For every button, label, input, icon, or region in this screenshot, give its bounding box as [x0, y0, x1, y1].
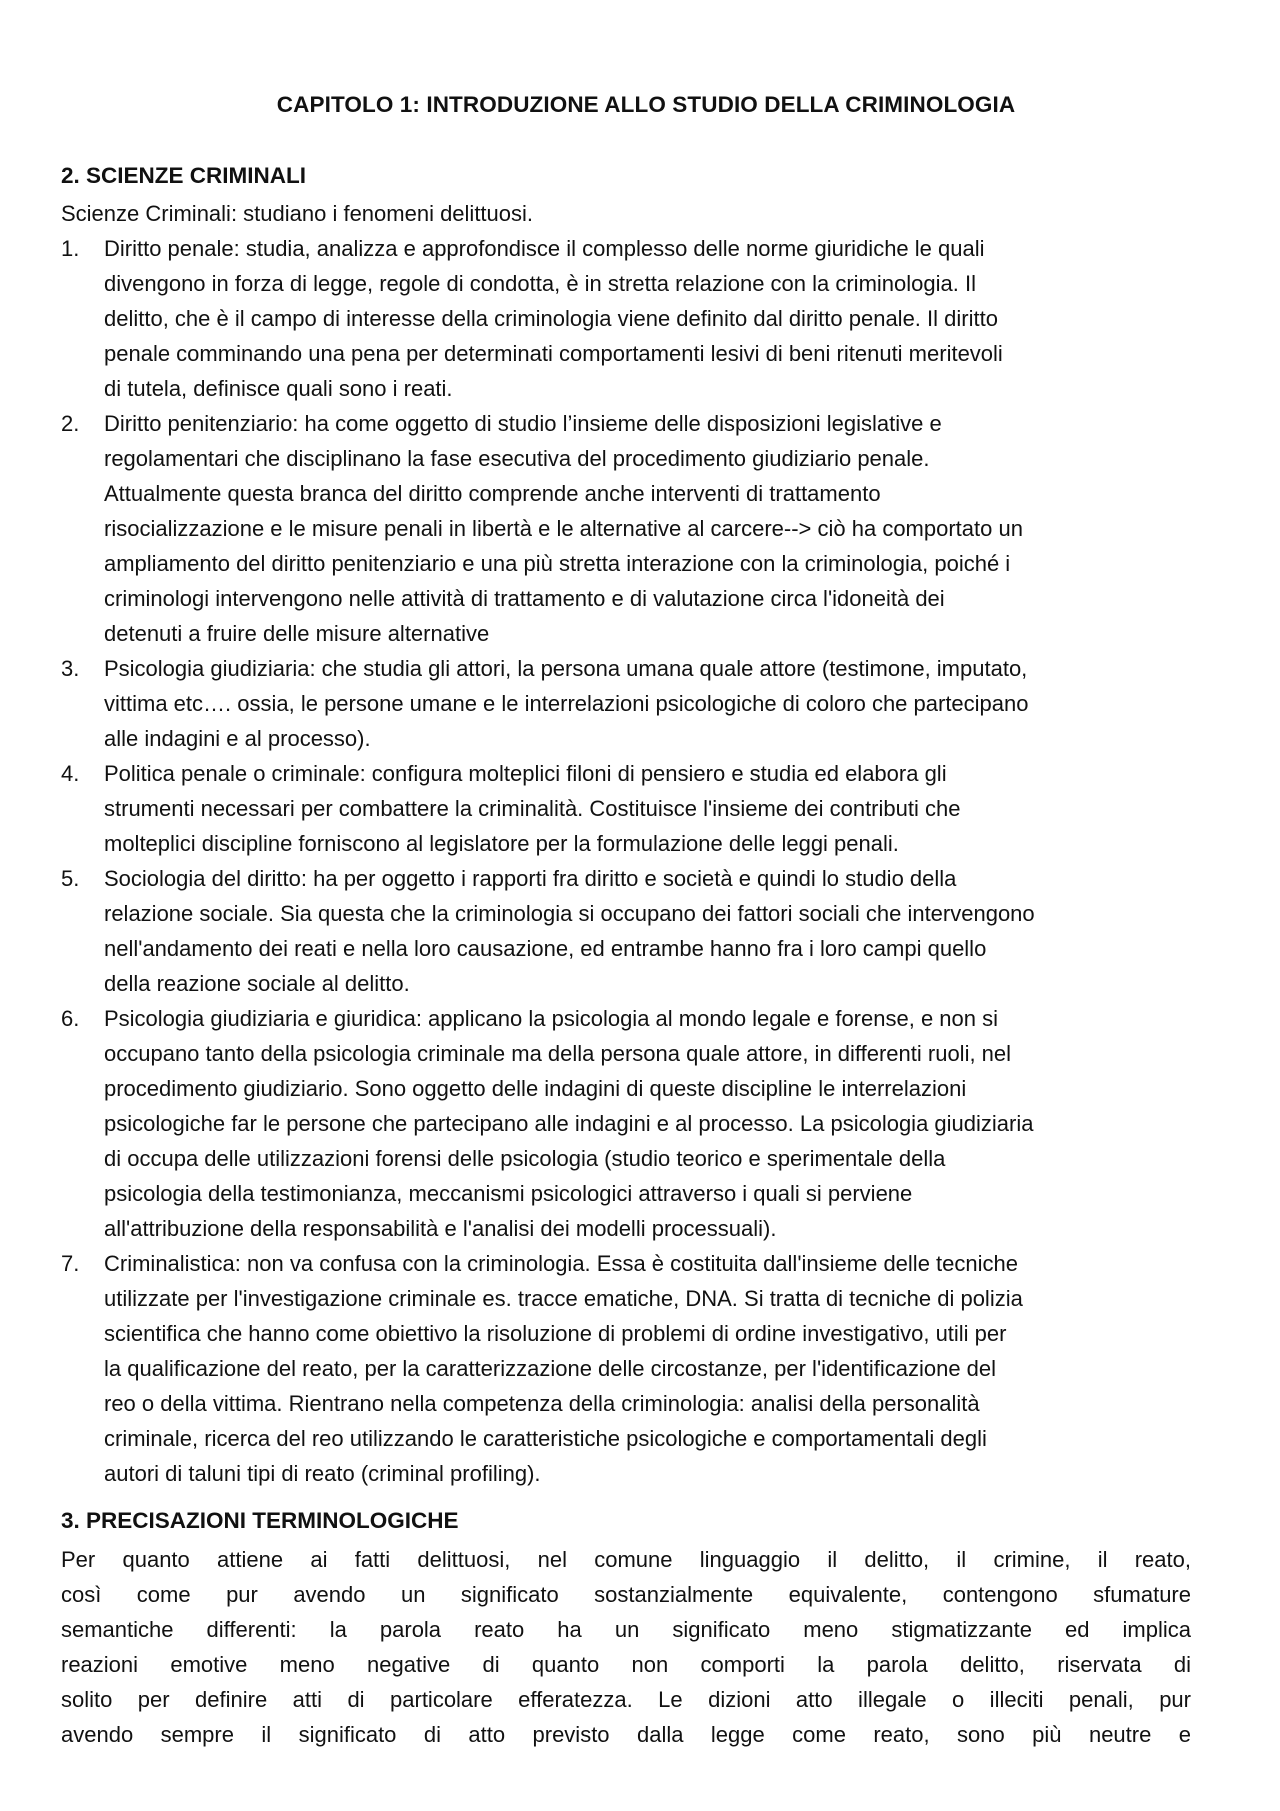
list-item-line: di occupa delle utilizzazioni forensi delle psicologia (studio teorico e sperimentale della [104, 1146, 946, 1171]
section-scienze-criminali-body [61, 196, 1231, 1491]
list-item-line: occupano tanto della psicologia criminale ma della persona quale attore, in differenti ruoli, nel [104, 1041, 1012, 1066]
list-item-line: reo o della vittima. Rientrano nella competenza della criminologia: analisi della personalità [104, 1391, 980, 1416]
list-item-line: autori di taluni tipi di reato (criminal profiling). [104, 1461, 541, 1486]
list-item-line: penale comminando una pena per determinati comportamenti lesivi di beni ritenuti meritevoli [104, 341, 1003, 366]
list-item-line: Sociologia del diritto: ha per oggetto i rapporti fra diritto e società e quindi lo studio della [104, 866, 957, 891]
list-item-line: di tutela, definisce quali sono i reati. [104, 376, 453, 401]
paragraph-line: solito per definire atti di particolare efferatezza. Le dizioni atto illegale o illeciti penali, pur [61, 1687, 1191, 1712]
paragraph-line: avendo sempre il significato di atto previsto dalla legge come reato, sono più neutre e [61, 1722, 1191, 1747]
list-item-number: 2. [61, 411, 80, 436]
list-item [61, 651, 1231, 756]
list-item-line: criminologi intervengono nelle attività di trattamento e di valutazione circa l'idoneità dei [104, 586, 945, 611]
list-item-number: 6. [61, 1006, 80, 1031]
list-item [61, 756, 1231, 861]
list-item [61, 861, 1231, 1001]
list-item-line: detenuti a fruire delle misure alternative [104, 621, 490, 646]
list-item-line: risocializzazione e le misure penali in libertà e le alternative al carcere--> ciò ha comportato un [104, 516, 1023, 541]
list-item-number: 4. [61, 761, 80, 786]
list-item-line: vittima etc…. ossia, le persone umane e le interrelazioni psicologiche di coloro che partecipano [104, 691, 1029, 716]
list-item [61, 406, 1231, 651]
list-item-line: Psicologia giudiziaria e giuridica: applicano la psicologia al mondo legale e forense, e non si [104, 1006, 998, 1031]
paragraph-line: Per quanto attiene ai fatti delittuosi, nel comune linguaggio il delitto, il crimine, il reato, [61, 1547, 1191, 1572]
list-item-line: procedimento giudiziario. Sono oggetto delle indagini di queste discipline le interrelazioni [104, 1076, 967, 1101]
list-item-line: della reazione sociale al delitto. [104, 971, 410, 996]
list-item-line: strumenti necessari per combattere la criminalità. Costituisce l'insieme dei contributi che [104, 796, 961, 821]
list-item-line: scientifica che hanno come obiettivo la risoluzione di problemi di ordine investigativo, utili per [104, 1321, 1007, 1346]
list-item-line: psicologia della testimonianza, meccanismi psicologici attraverso i quali si perviene [104, 1181, 913, 1206]
list-item-line: Criminalistica: non va confusa con la criminologia. Essa è costituita dall'insieme delle tecniche [104, 1251, 1018, 1276]
list-item-line: all'attribuzione della responsabilità e l'analisi dei modelli processuali). [104, 1216, 777, 1241]
paragraph-line: semantiche differenti: la parola reato ha un significato meno stigmatizzante ed implica [61, 1617, 1191, 1642]
list-item-line: Psicologia giudiziaria: che studia gli attori, la persona umana quale attore (testimone, imputato, [104, 656, 1028, 681]
list-item-number: 3. [61, 656, 80, 681]
list-item-line: nell'andamento dei reati e nella loro causazione, ed entrambe hanno fra i loro campi quello [104, 936, 987, 961]
list-item [61, 231, 1231, 406]
section-heading-scienze-criminali: 2. SCIENZE CRIMINALI [61, 163, 307, 188]
list-item-line: divengono in forza di legge, regole di condotta, è in stretta relazione con la criminologia. Il [104, 271, 976, 296]
list-item-line: ampliamento del diritto penitenziario e una più stretta interazione con la criminologia, poiché i [104, 551, 1011, 576]
list-item-number: 5. [61, 866, 80, 891]
list-item-line: alle indagini e al processo). [104, 726, 371, 751]
list-item-line: relazione sociale. Sia questa che la criminologia si occupano dei fattori sociali che intervengono [104, 901, 1035, 926]
list-item-line: delitto, che è il campo di interesse della criminologia viene definito dal diritto penale. Il diritto [104, 306, 998, 331]
list-item-number: 7. [61, 1251, 80, 1276]
list-item-line: Diritto penale: studia, analizza e approfondisce il complesso delle norme giuridiche le quali [104, 236, 985, 261]
list-item-line: Politica penale o criminale: configura molteplici filoni di pensiero e studia ed elabora gli [104, 761, 947, 786]
list-item-line: psicologiche far le persone che partecipano alle indagini e al processo. La psicologia giudiziaria [104, 1111, 1034, 1136]
paragraph-line: reazioni emotive meno negative di quanto non comporti la parola delitto, riservata di [61, 1652, 1191, 1677]
list-item-line: molteplici discipline forniscono al legislatore per la formulazione delle leggi penali. [104, 831, 899, 856]
list-item-line: Attualmente questa branca del diritto comprende anche interventi di trattamento [104, 481, 881, 506]
chapter-title: CAPITOLO 1: INTRODUZIONE ALLO STUDIO DELLA CRIMINOLOGIA [276, 92, 1016, 117]
list-item-number: 1. [61, 236, 80, 261]
list-item [61, 1246, 1231, 1491]
list-item-line: utilizzate per l'investigazione criminale es. tracce ematiche, DNA. Si tratta di tecniche di polizia [104, 1286, 1023, 1311]
list-item-line: criminale, ricerca del reo utilizzando le caratteristiche psicologiche e comportamentali degli [104, 1426, 987, 1451]
list-item-line: la qualificazione del reato, per la caratterizzazione delle circostanze, per l'identificazione del [104, 1356, 997, 1381]
paragraph-line: così come pur avendo un significato sostanzialmente equivalente, contengono sfumature [61, 1582, 1191, 1607]
list-item-line: regolamentari che disciplinano la fase esecutiva del procedimento giudiziario penale. [104, 446, 930, 471]
section-precisazioni-body [61, 1542, 1231, 1752]
section-intro: Scienze Criminali: studiano i fenomeni delittuosi. [61, 201, 534, 226]
list-item-line: Diritto penitenziario: ha come oggetto di studio l’insieme delle disposizioni legislative e [104, 411, 942, 436]
list-item [61, 1001, 1231, 1246]
section-heading-precisazioni-terminologiche: 3. PRECISAZIONI TERMINOLOGICHE [61, 1508, 459, 1533]
